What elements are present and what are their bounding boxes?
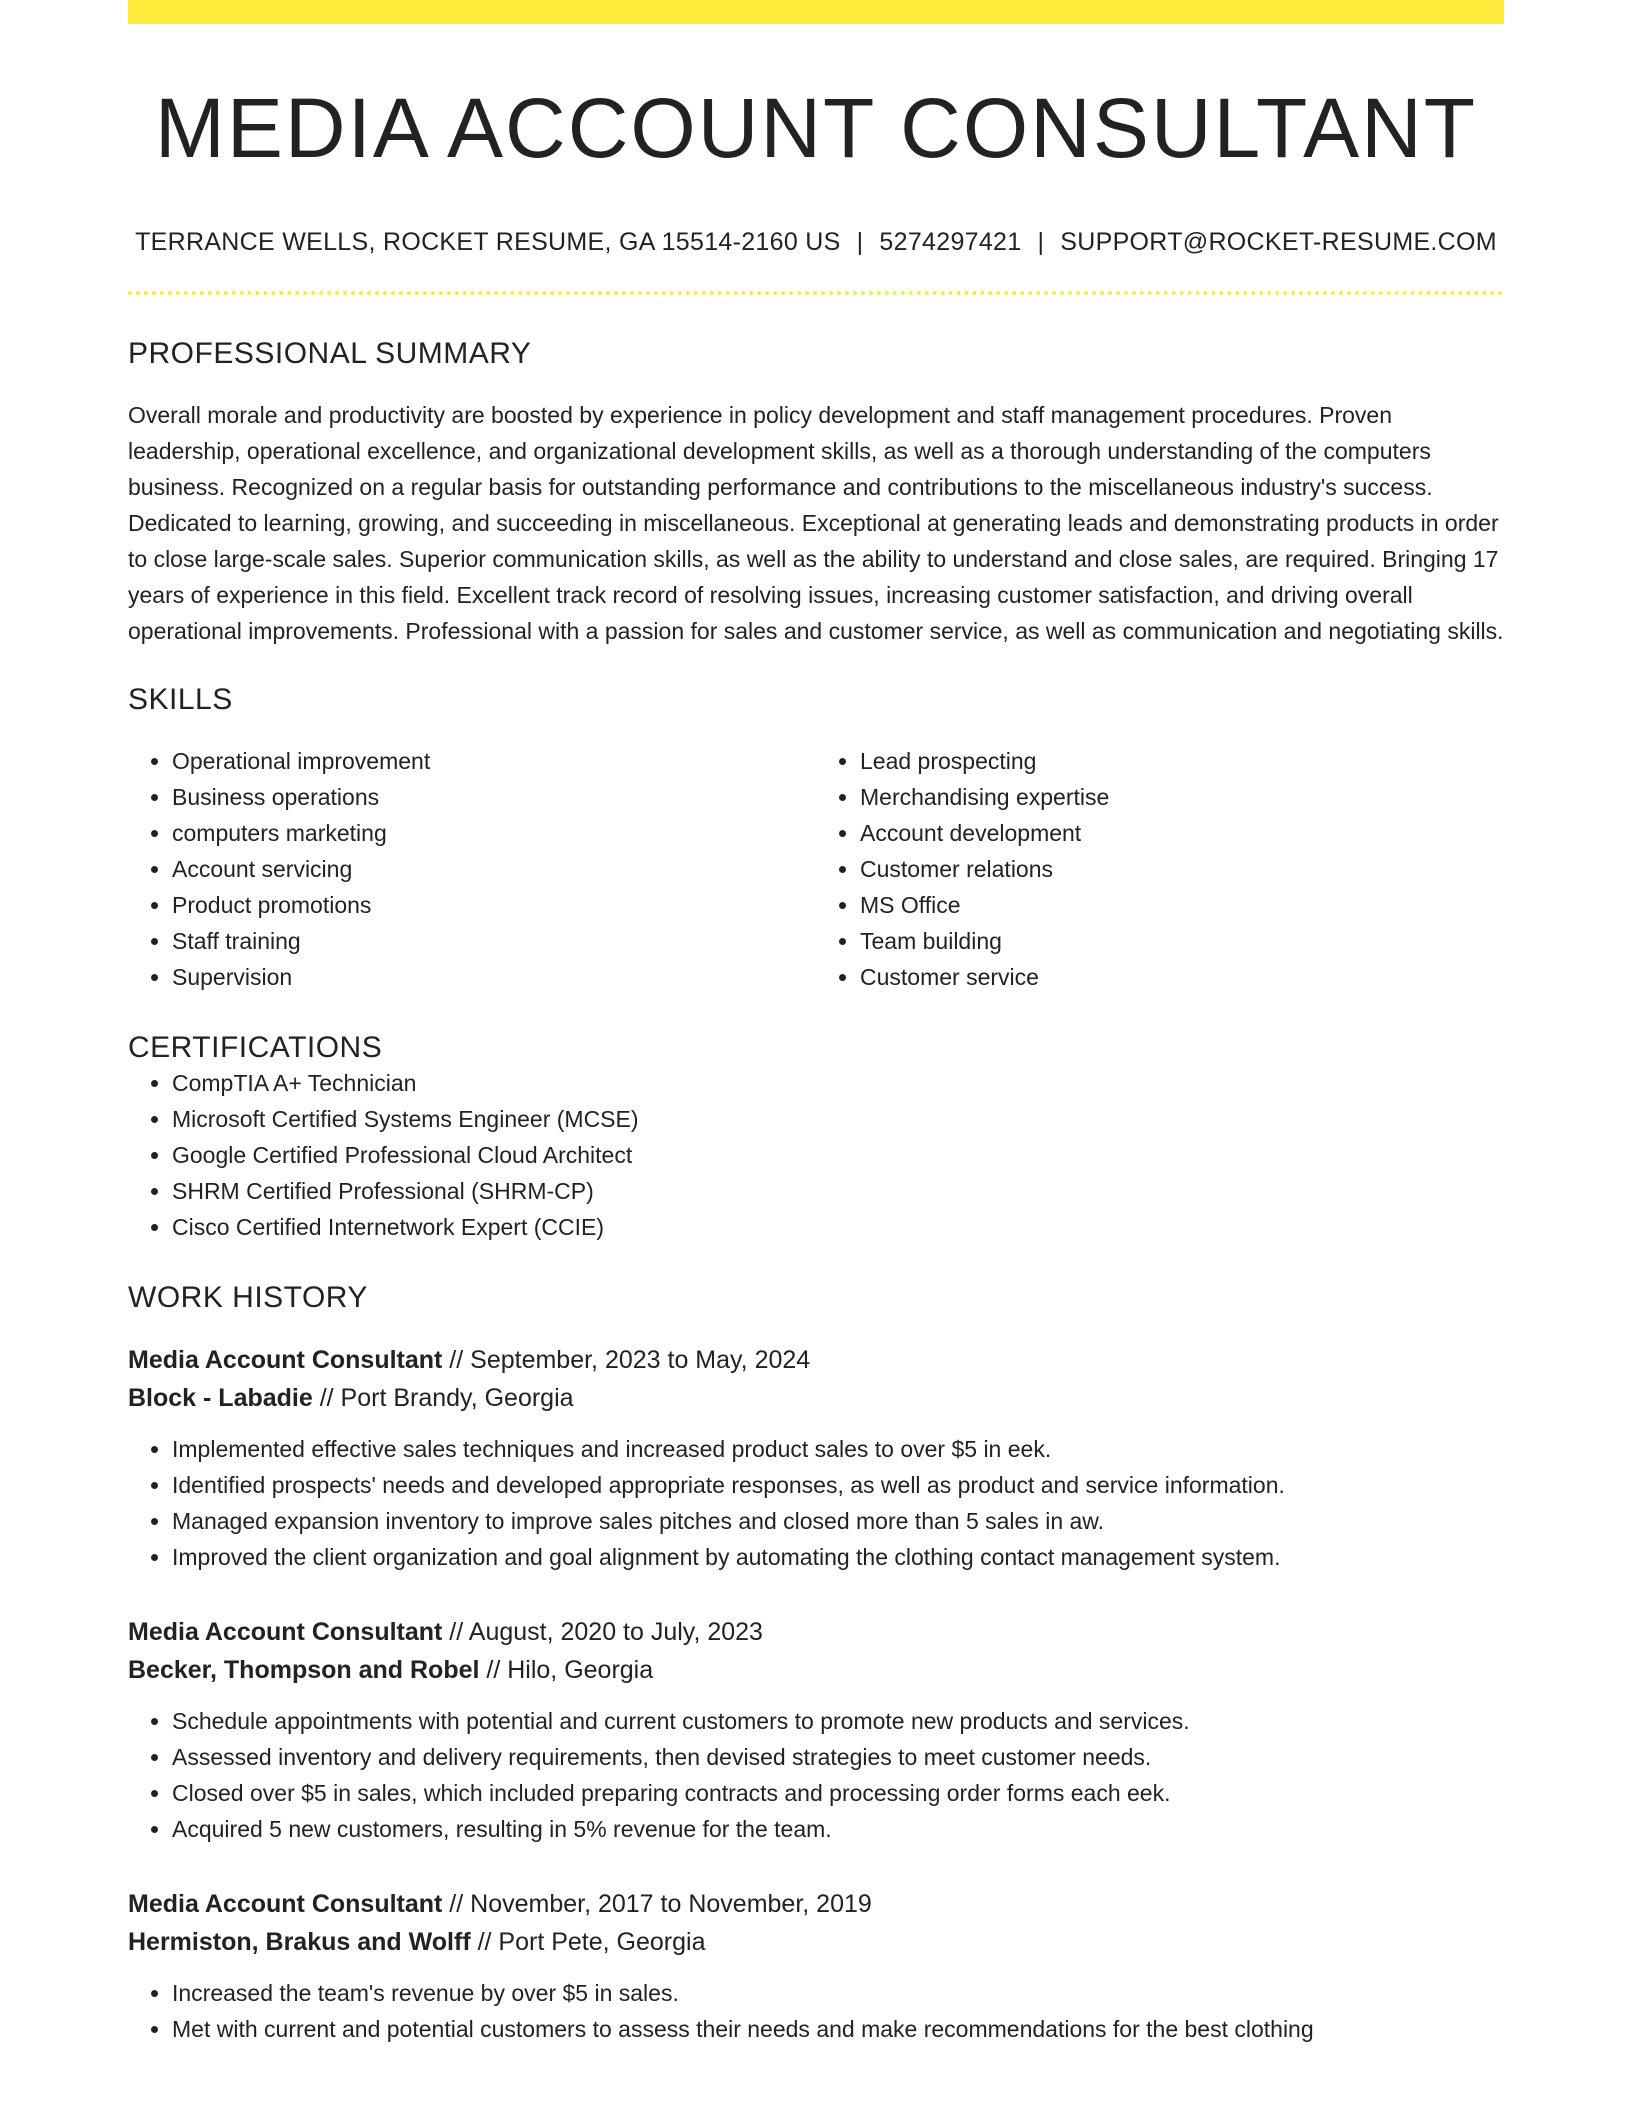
job-location: // Port Pete, Georgia <box>470 1928 706 1957</box>
resume-title: MEDIA ACCOUNT CONSULTANT <box>154 81 1478 175</box>
job-bullet: • Closed over $5 in sales, which included preparing contracts and processing order forms each eek. <box>172 1775 1504 1811</box>
certification-item: • SHRM Certified Professional (SHRM-CP) <box>172 1173 1504 1209</box>
certifications-heading: CERTIFICATIONS <box>128 1031 383 1065</box>
skill-item: • Staff training <box>172 923 816 959</box>
job-bullet: • Implemented effective sales techniques and increased product sales to over $5 in eek. <box>172 1431 1504 1467</box>
certification-item: • Google Certified Professional Cloud Architect <box>172 1137 1504 1173</box>
job-entry <box>128 1341 1504 1575</box>
skill-item: • Lead prospecting <box>860 743 1504 779</box>
job-role-line <box>128 1341 1504 1379</box>
job-bullets <box>128 1703 1504 1847</box>
job-bullet: • Schedule appointments with potential and current customers to promote new products and services. <box>172 1703 1504 1739</box>
job-role-line <box>128 1885 1504 1923</box>
job-bullets <box>128 1431 1504 1575</box>
job-role: Media Account Consultant <box>128 1890 443 1919</box>
job-company: Block - Labadie <box>128 1384 313 1413</box>
skills-heading: SKILLS <box>128 683 233 717</box>
job-entry <box>128 1613 1504 1847</box>
contact-line <box>128 228 1504 257</box>
job-role: Media Account Consultant <box>128 1346 443 1375</box>
dotted-divider <box>128 291 1504 295</box>
certifications-list <box>128 1065 1504 1245</box>
summary-heading: PROFESSIONAL SUMMARY <box>128 337 532 371</box>
skill-item: • Business operations <box>172 779 816 815</box>
job-role-line <box>128 1613 1504 1651</box>
job-bullet: • Assessed inventory and delivery requirements, then devised strategies to meet customer needs. <box>172 1739 1504 1775</box>
contact-separator: | <box>856 228 864 257</box>
skill-item: • computers marketing <box>172 815 816 851</box>
job-bullet: • Acquired 5 new customers, resulting in 5% revenue for the team. <box>172 1811 1504 1847</box>
skills-right-list <box>816 743 1504 995</box>
skill-item: • Team building <box>860 923 1504 959</box>
skills-left-list <box>128 743 816 995</box>
contact-address: TERRANCE WELLS, ROCKET RESUME, GA 15514-2160 US <box>135 228 841 257</box>
skill-item: • MS Office <box>860 887 1504 923</box>
job-bullet: • Improved the client organization and goal alignment by automating the clothing contact management system. <box>172 1539 1504 1575</box>
job-company: Becker, Thompson and Robel <box>128 1656 480 1685</box>
contact-phone: 5274297421 <box>879 228 1022 257</box>
certification-item: • Microsoft Certified Systems Engineer (MCSE) <box>172 1101 1504 1137</box>
work-history-heading: WORK HISTORY <box>128 1281 368 1315</box>
job-dates: // August, 2020 to July, 2023 <box>442 1618 763 1647</box>
job-company-line <box>128 1923 1504 1961</box>
job-company-line <box>128 1651 1504 1689</box>
job-location: // Port Brandy, Georgia <box>312 1384 574 1413</box>
certification-item: • CompTIA A+ Technician <box>172 1065 1504 1101</box>
resume-page <box>128 0 1504 2047</box>
skill-item: • Supervision <box>172 959 816 995</box>
job-company: Hermiston, Brakus and Wolff <box>128 1928 471 1957</box>
job-location: // Hilo, Georgia <box>479 1656 654 1685</box>
summary-text: Overall morale and productivity are boosted by experience in policy development and staff management procedures. Proven leadership, operational excellence, and organizational development skills, as well as a thorough understanding of the computers business. Recognized on a regular basis for outstanding performance and contributions to the miscellaneous industry's success. Dedicated to learning, growing, and succeeding in miscellaneous. Exceptional at generating leads and demonstrating products in order to close large-scale sales. Superior communication skills, as well as the ability to understand and close sales, are required. Bringing 17 years of experience in this field. Excellent track record of resolving issues, increasing customer satisfaction, and driving overall operational improvements. Professional with a passion for sales and customer service, as well as communication and negotiating skills. <box>128 402 1504 645</box>
skill-item: • Operational improvement <box>172 743 816 779</box>
job-bullet: • Managed expansion inventory to improve sales pitches and closed more than 5 sales in aw. <box>172 1503 1504 1539</box>
skill-item: • Account servicing <box>172 851 816 887</box>
certification-item: • Cisco Certified Internetwork Expert (CCIE) <box>172 1209 1504 1245</box>
job-dates: // November, 2017 to November, 2019 <box>442 1890 872 1919</box>
skill-item: • Account development <box>860 815 1504 851</box>
contact-separator: | <box>1037 228 1045 257</box>
job-bullet: • Met with current and potential customers to assess their needs and make recommendations for the best clothing <box>172 2011 1504 2047</box>
job-bullet: • Identified prospects' needs and developed appropriate responses, as well as product and service information. <box>172 1467 1504 1503</box>
skill-item: • Product promotions <box>172 887 816 923</box>
job-bullet: • Increased the team's revenue by over $5 in sales. <box>172 1975 1504 2011</box>
skill-item: • Merchandising expertise <box>860 779 1504 815</box>
skill-item: • Customer service <box>860 959 1504 995</box>
job-role: Media Account Consultant <box>128 1618 443 1647</box>
contact-email: SUPPORT@ROCKET-RESUME.COM <box>1060 228 1497 257</box>
job-dates: // September, 2023 to May, 2024 <box>442 1346 811 1375</box>
job-company-line <box>128 1379 1504 1417</box>
job-bullets <box>128 1975 1504 2047</box>
skills-columns <box>128 743 1504 995</box>
skill-item: • Customer relations <box>860 851 1504 887</box>
job-entry <box>128 1885 1504 2047</box>
accent-bar <box>128 0 1504 24</box>
